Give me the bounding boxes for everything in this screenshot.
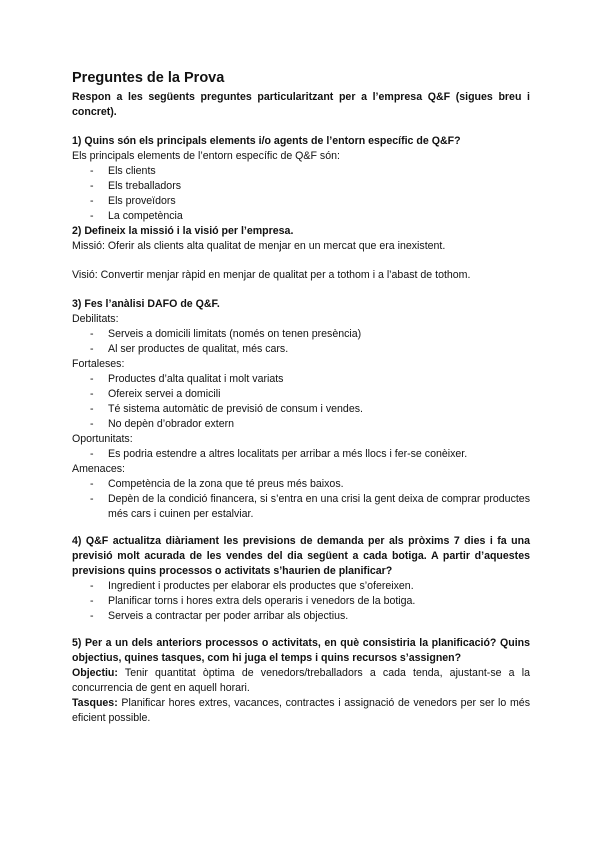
weaknesses-list [72, 327, 530, 357]
list-item: - Els treballadors [90, 179, 530, 194]
list-item: - Els clients [90, 164, 530, 179]
vision-text: Visió: Convertir menjar ràpid en menjar de qualitat per a tothom i a l’abast de tothom. [72, 269, 471, 281]
list-item: - Té sistema automàtic de previsió de consum i vendes. [90, 402, 530, 417]
list-item: - Productes d’alta qualitat i molt variats [90, 372, 530, 387]
list-item: - Els proveïdors [90, 194, 530, 209]
list-item: - Competència de la zona que té preus més baixos. [90, 477, 530, 492]
list-item: - No depèn d’obrador extern [90, 417, 530, 432]
q1-answer-intro: Els principals elements de l’entorn específic de Q&F són: [72, 150, 340, 162]
question-2: 2) Defineix la missió i la visió per l’empresa. [72, 225, 294, 237]
list-item: - Al ser productes de qualitat, més cars. [90, 342, 530, 357]
objective-label: Objectiu: [72, 667, 118, 679]
list-item: - Serveis a domicili limitats (només on tenen presència) [90, 327, 530, 342]
tasks-text: Planificar hores extres, vacances, contractes i assignació de venedors per ser lo més eficient possible. [72, 697, 530, 724]
mission-text: Missió: Oferir als clients alta qualitat de menjar en un mercat que era inexistent. [72, 240, 446, 252]
question-3: 3) Fes l’anàlisi DAFO de Q&F. [72, 298, 220, 310]
question-4: 4) Q&F actualitza diàriament les previsions de demanda per als pròxims 7 dies i fa una previsió molt acurada de les vendes del dia següent a cada botiga. A partir d’aquestes previsions quins processos o activitats s’haurien de planificar? [72, 535, 530, 577]
list-item: - Ingredient i productes per elaborar els productes que s’ofereixen. [90, 579, 530, 594]
question-1: 1) Quins són els principals elements i/o agents de l’entorn específic de Q&F? [72, 135, 461, 147]
q4-list [72, 579, 530, 624]
question-5: 5) Per a un dels anteriors processos o activitats, en què consistiria la planificació? Quins objectius, quines tasques, com hi juga el temps i quins recursos s’assignen? [72, 637, 530, 664]
tasks-label: Tasques: [72, 697, 118, 709]
weaknesses-label: Debilitats: [72, 313, 119, 325]
list-item: - La competència [90, 209, 530, 224]
intro-text: Respon a les següents preguntes particularitzant per a l’empresa Q&F (sigues breu i concret). [72, 91, 530, 118]
threats-label: Amenaces: [72, 463, 125, 475]
objective-paragraph [72, 666, 530, 696]
strengths-list [72, 372, 530, 432]
list-item: - Serveis a contractar per poder arribar als objectius. [90, 609, 530, 624]
threats-list [72, 477, 530, 522]
q1-list [72, 164, 530, 224]
opportunities-list [72, 447, 530, 462]
list-item: - Planificar torns i hores extra dels operaris i venedors de la botiga. [90, 594, 530, 609]
page-title: Preguntes de la Prova [72, 70, 225, 86]
tasks-paragraph [72, 696, 530, 726]
strengths-label: Fortaleses: [72, 358, 125, 370]
document-page [72, 70, 530, 726]
list-item: - Depèn de la condició financera, si s’entra en una crisi la gent deixa de comprar productes més cars i cuinen per estalviar. [90, 492, 530, 522]
opportunities-label: Oportunitats: [72, 433, 133, 445]
list-item: - Es podria estendre a altres localitats per arribar a més llocs i fer-se conèixer. [90, 447, 530, 462]
list-item: - Ofereix servei a domicili [90, 387, 530, 402]
objective-text: Tenir quantitat òptima de venedors/treballadors a cada tenda, ajustant-se a la concurrencia de gent en aquell horari. [72, 667, 530, 694]
